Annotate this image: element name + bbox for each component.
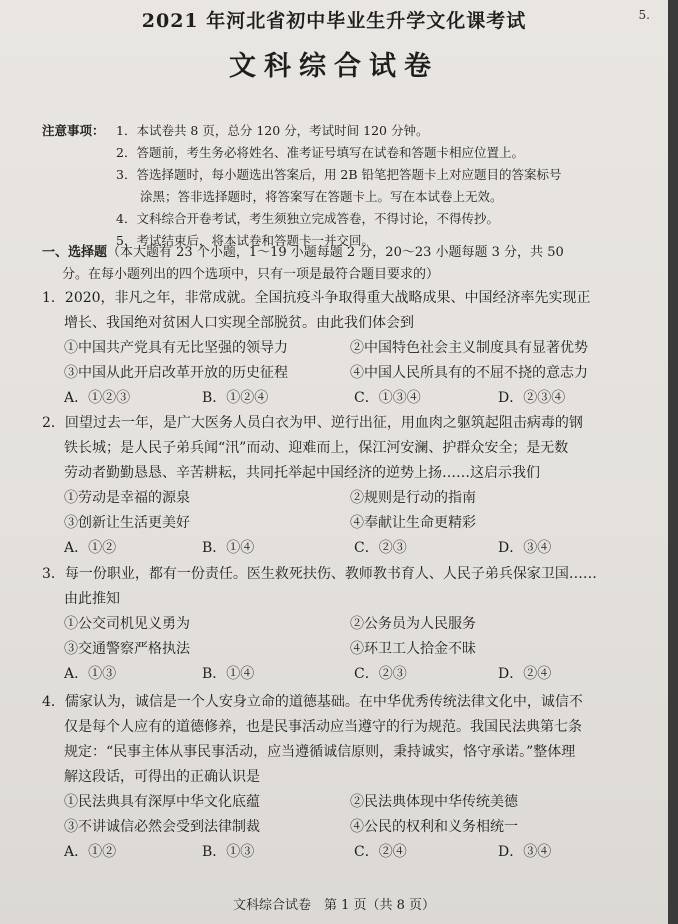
option-3: ③不讲诚信必然会受到法律制裁 — [64, 819, 260, 835]
question-text: 4．儒家认为，诚信是一个人安身立命的道德基础。在中华优秀传统法律文化中，诚信不 — [42, 694, 583, 710]
question-text: 解这段话，可得出的正确认识是 — [64, 769, 260, 785]
page-footer: 文科综合试卷 第 1 页（共 8 页） — [232, 898, 436, 913]
question-text: 增长、我国绝对贫困人口实现全部脱贫。由此我们体会到 — [64, 315, 414, 331]
choice-a: A．①③ — [64, 666, 117, 682]
notice-label: 注意事项： — [42, 123, 105, 138]
choice-b: B．①③ — [202, 844, 255, 860]
choice-d: D．②④ — [498, 666, 552, 682]
option-4: ④奉献让生命更精彩 — [350, 515, 476, 531]
option-3: ③创新让生活更美好 — [64, 515, 190, 531]
notice-block — [42, 120, 642, 252]
question-text: 由此推知 — [64, 591, 120, 607]
choice-b: B．①④ — [202, 666, 255, 682]
choice-c: C．②④ — [354, 844, 407, 860]
notice-item-continued: 涂黑；答非选择题时，将答案写在答题卡上。写在本试卷上无效。 — [140, 189, 503, 204]
option-4: ④公民的权利和义务相统一 — [350, 819, 518, 835]
page-mark: 5. — [638, 8, 650, 22]
option-2: ②公务员为人民服务 — [350, 616, 476, 632]
choice-d: D．③④ — [498, 844, 552, 860]
option-4: ④中国人民所具有的不屈不挠的意志力 — [350, 365, 588, 381]
question-3 — [42, 562, 662, 687]
question-text: 2．回望过去一年，是广大医务人员白衣为甲、逆行出征，用血肉之躯筑起阻击病毒的钢 — [42, 415, 583, 431]
notice-item: 1．本试卷共 8 页，总分 120 分，考试时间 120 分钟。 — [116, 123, 429, 138]
option-4: ④环卫工人拾金不昧 — [350, 641, 476, 657]
question-text: 3．每一份职业，都有一份责任。医生救死扶伤、教师教书育人、人民子弟兵保家卫国…… — [42, 566, 597, 582]
question-text: 劳动者勤勤恳恳、辛苦耕耘，共同托举起中国经济的逆势上扬……这启示我们 — [64, 465, 540, 481]
option-1: ①劳动是幸福的源泉 — [64, 490, 190, 506]
option-3: ③交通警察严格执法 — [64, 641, 190, 657]
option-2: ②规则是行动的指南 — [350, 490, 476, 506]
option-1: ①中国共产党具有无比坚强的领导力 — [64, 340, 288, 356]
section-heading: 一、选择题 — [42, 245, 108, 260]
section-header — [42, 242, 652, 286]
option-2: ②中国特色社会主义制度具有显著优势 — [350, 340, 588, 356]
option-2: ②民法典体现中华传统美德 — [350, 794, 518, 810]
question-4 — [42, 690, 662, 865]
choice-c: C．②③ — [354, 666, 407, 682]
option-3: ③中国从此开启改革开放的历史征程 — [64, 365, 288, 381]
question-text: 1．2020，非凡之年，非常成就。全国抗疫斗争取得重大战略成果、中国经济率先实现正 — [42, 290, 591, 306]
choice-a: A．①② — [64, 540, 117, 556]
exam-subtitle: 文科综合试卷 — [229, 51, 439, 82]
section-desc-continued: 分。在每小题列出的四个选项中，只有一项是最符合题目要求的） — [62, 267, 440, 282]
choice-c: C．①③④ — [354, 390, 421, 406]
option-1: ①公交司机见义勇为 — [64, 616, 190, 632]
choice-d: D．②③④ — [498, 390, 566, 406]
section-desc: （本大题有 23 个小题，1～19 小题每题 2 分，20～23 小题每题 3 分，共 50 — [107, 245, 564, 260]
notice-item: 2．答题前，考生务必将姓名、准考证号填写在试卷和答题卡相应位置上。 — [116, 145, 524, 160]
option-1: ①民法典具有深厚中华文化底蕴 — [64, 794, 260, 810]
choice-b: B．①②④ — [202, 390, 269, 406]
question-text: 规定：“民事主体从事民事活动，应当遵循诚信原则，秉持诚实，恪守承诺。”整体理 — [64, 744, 576, 760]
question-text: 铁长城；是人民子弟兵闻“汛”而动、迎难而上，保江河安澜、护群众安全；是无数 — [64, 440, 569, 456]
choice-b: B．①④ — [202, 540, 255, 556]
question-text: 仅是每个人应有的道德修养，也是民事活动应当遵守的行为规范。我国民法典第七条 — [64, 719, 582, 735]
choice-a: A．①②③ — [64, 390, 131, 406]
exam-title: 2021 年河北省初中毕业生升学文化课考试 — [141, 10, 527, 32]
notice-item: 4．文科综合开卷考试，考生须独立完成答卷，不得讨论，不得传抄。 — [116, 211, 499, 226]
question-2 — [42, 411, 662, 561]
choice-d: D．③④ — [498, 540, 552, 556]
question-1 — [42, 286, 662, 411]
notice-item: 3．答选择题时，每小题选出答案后，用 2B 铅笔把答题卡上对应题目的答案标号 — [116, 167, 562, 182]
choice-a: A．①② — [64, 844, 117, 860]
notice-item: 5．考试结束后，将本试卷和答题卡一并交回。 — [116, 233, 374, 248]
choice-c: C．②③ — [354, 540, 407, 556]
